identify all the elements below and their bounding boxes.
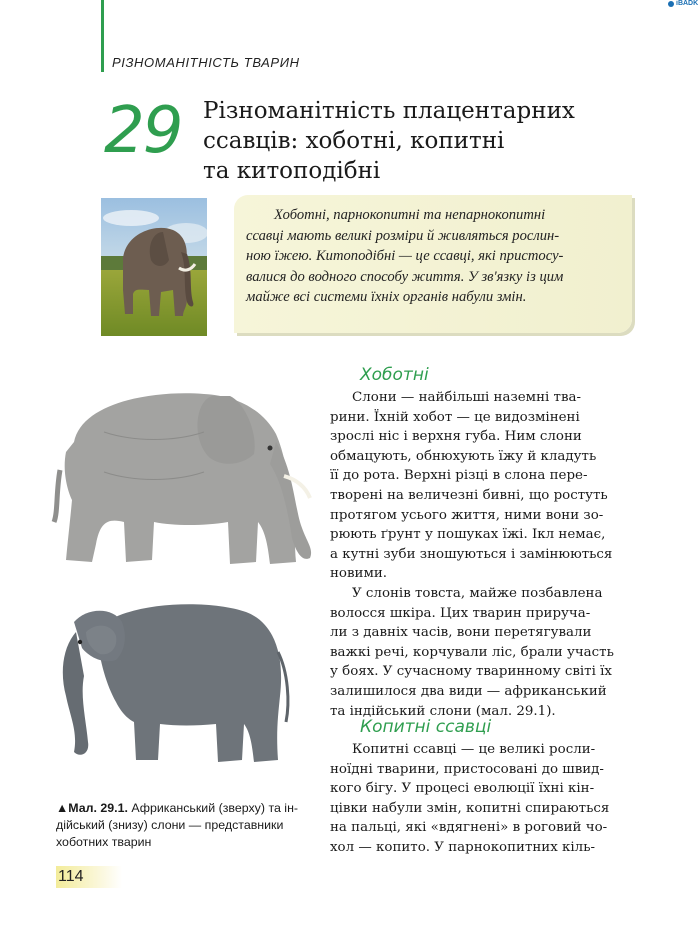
chapter-title-line: Різноманітність плацентарних (203, 98, 575, 124)
chapter-title-line: та китоподібні (203, 158, 381, 184)
text-line: хол — копито. У парнокопитних кіль- (330, 839, 596, 855)
chapter-title-line: ссавців: хоботні, копитні (203, 128, 505, 154)
caption-line: хоботних тварин (56, 835, 152, 849)
text-line: ноїдні тварини, пристосовані до швид- (330, 761, 604, 777)
intro-line: валися до водного способу життя. У зв'язку із цим (246, 268, 564, 285)
section1-body (330, 388, 638, 721)
text-line: Слони — найбільші наземні тва- (352, 390, 582, 405)
text-line: цівки набули змін, копитні спираються (330, 800, 610, 816)
brand-dot-icon (668, 1, 674, 7)
text-line: новими. (330, 566, 388, 582)
chapter-title (203, 96, 643, 186)
brand-logo (668, 0, 698, 7)
header-accent-bar (101, 0, 104, 72)
caption-line: дійський (знизу) слони — представники (56, 818, 284, 832)
text-line: обмацують, обнюхують їжу й кладуть (330, 448, 597, 464)
caption-text: Африканський (зверху) та ін- (127, 801, 299, 815)
section-label: РІЗНОМАНІТНІСТЬ ТВАРИН (112, 55, 300, 70)
page-number: 114 (56, 866, 122, 888)
text-line: творені на величезні бивні, що ростуть (330, 487, 608, 503)
text-line: у боях. У сучасному тваринному світі їх (330, 664, 612, 680)
text-line: на пальці, які «вдягнені» в роговий чо- (330, 820, 608, 836)
caption-line-1 (56, 800, 314, 817)
text-line: зрослі ніс і верхня губа. Ним слони (330, 429, 582, 445)
text-line: рини. Їхній хобот — це видозмінені (330, 409, 580, 425)
text-line: та індійський слони (мал. 29.1). (330, 703, 556, 719)
text-line: її до рота. Верхні різці в слона пере- (330, 468, 588, 484)
text-line: протягом усього життя, ними вони зо- (330, 507, 604, 523)
intro-line: майже всі системи їхніх органів набули змін. (246, 289, 527, 305)
section2-body (330, 740, 638, 858)
intro-line: ною їжею. Китоподібні — це ссавці, які пристосу- (246, 248, 564, 264)
section-heading-proboscideans: Хоботні (360, 365, 429, 385)
text-line: Копитні ссавці — це великі росли- (352, 742, 596, 757)
intro-line: ссавці мають великі розміри й живляться рослин- (246, 227, 560, 244)
text-line: важкі речі, корчували ліс, брали участь (330, 644, 614, 660)
section-heading-ungulates: Копитні ссавці (360, 717, 492, 737)
text-line: У слонів товста, майже позбавлена (352, 585, 603, 601)
figure-label: ▲Мал. 29.1. (56, 801, 128, 815)
intro-text (246, 205, 624, 308)
text-line: залишилося два види — африканський (330, 683, 607, 699)
text-line: кого бігу. У процесі еволюції їхні кін- (330, 781, 595, 797)
chapter-number: 29 (104, 94, 182, 168)
indian-elephant-image (56, 592, 292, 768)
figure-caption (56, 800, 314, 851)
brand-text: iBADK (676, 0, 699, 7)
intro-line: Хоботні, парнокопитні та непарнокопитні (274, 207, 546, 223)
african-elephant-image (44, 372, 314, 572)
elephant-photo (101, 198, 207, 336)
text-line: а кутні зуби зношуються і замінюються (330, 546, 613, 562)
text-line: рюють ґрунт у пошуках їжі. Ікл немає, (330, 527, 606, 543)
text-line: ли з давніх часів, вони перетягували (330, 625, 592, 641)
text-line: волосся шкіра. Цих тварин прируча- (330, 605, 591, 621)
